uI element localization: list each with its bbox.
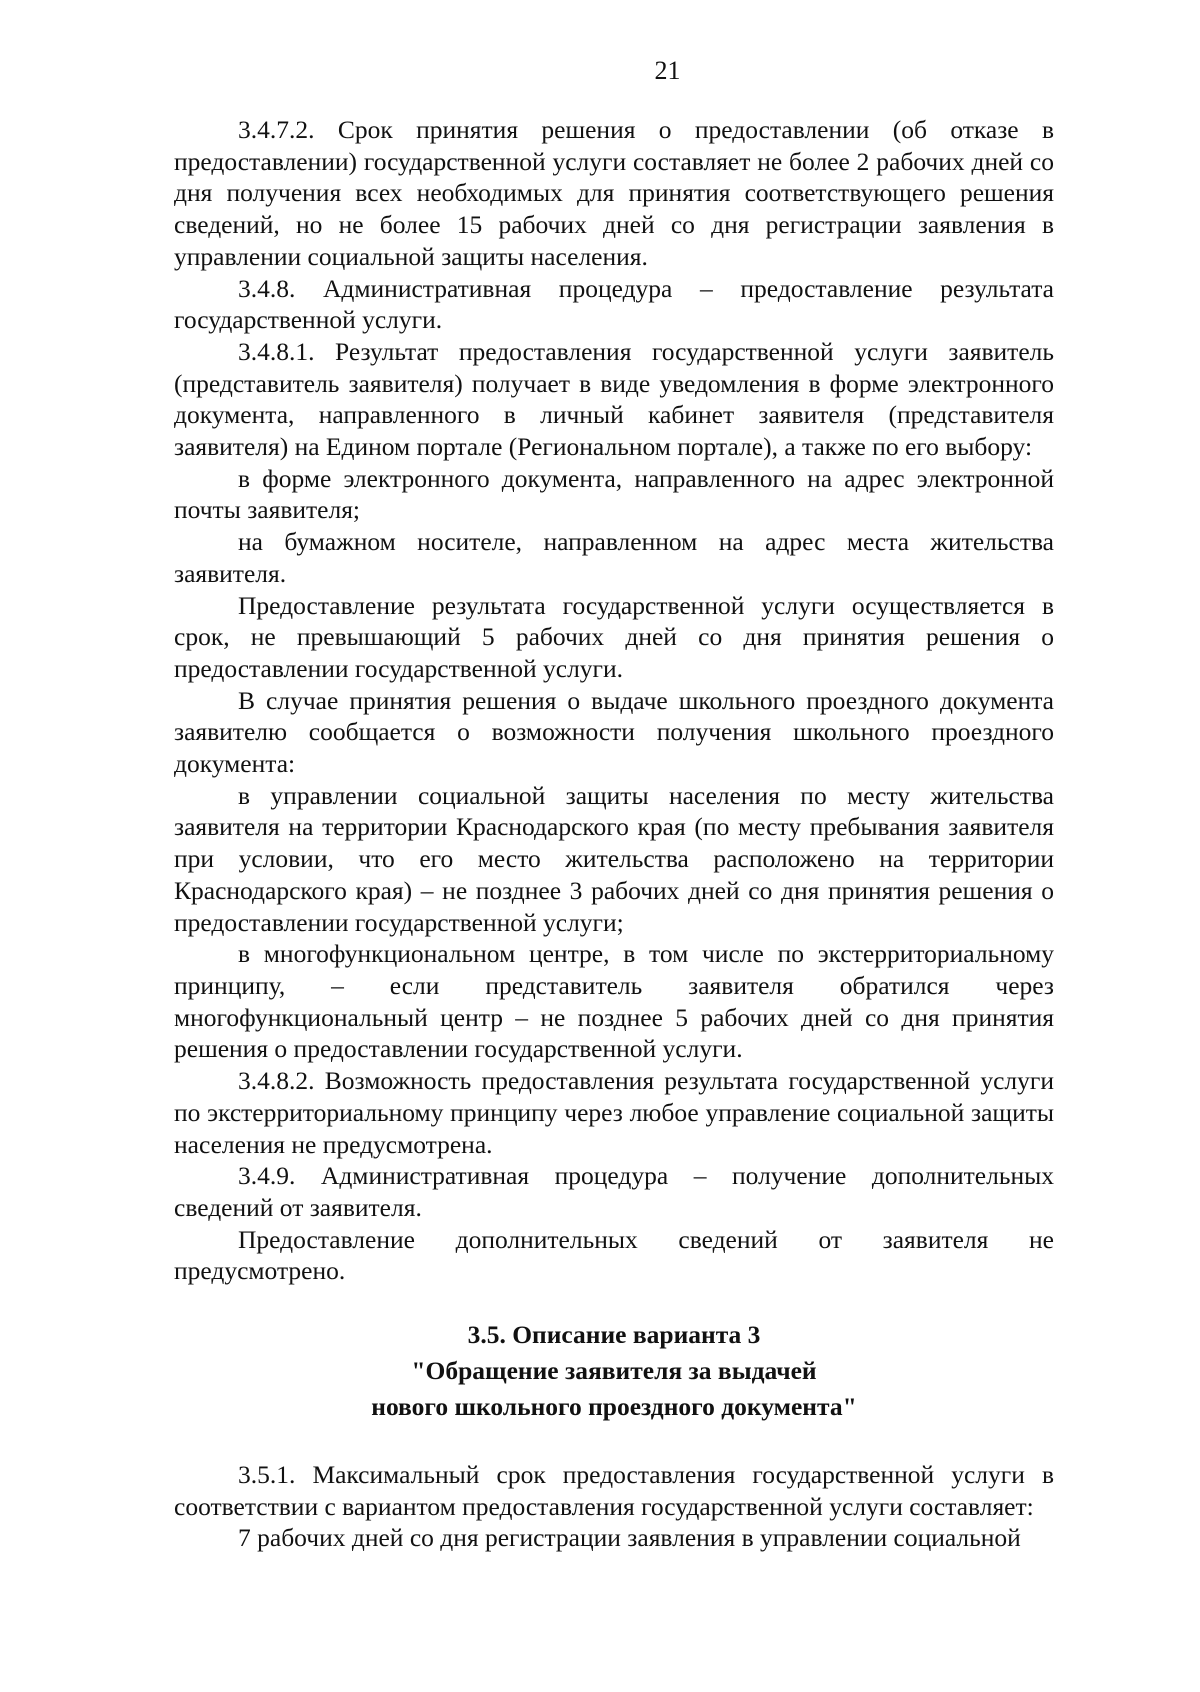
- section-heading-line-1: 3.5. Описание варианта 3: [467, 1320, 761, 1350]
- paragraph-issue-decision: В случае принятия решения о выдаче школьного проездного документа заявителю сообщается о возможности получения школьного проездного документа:: [174, 685, 1054, 779]
- section-heading-line-2: "Обращение заявителя за выдачей: [411, 1356, 817, 1386]
- paragraph-3-4-8: 3.4.8. Административная процедура – предоставление результата государственной услуги.: [174, 273, 1054, 335]
- paragraph-additional-info: Предоставление дополнительных сведений от заявителя не предусмотрено.: [174, 1224, 1054, 1286]
- paragraph-3-4-8-1: 3.4.8.1. Результат предоставления государственной услуги заявитель (представитель заявителя) получает в виде уведомления в форме электронного документа, направленного в личный кабинет заявителя (представителя заявителя) на Едином портале (Региональном портале), а также по его выбору:: [174, 336, 1054, 462]
- paragraph-multifunctional-center: в многофункциональном центре, в том числе по экстерриториальному принципу, – если представитель заявителя обратился через многофункциональный центр – не позднее 5 рабочих дней со дня принятия решения о предоставлении государственной услуги.: [174, 939, 1054, 1064]
- page-number: 21: [654, 56, 681, 85]
- paragraph-seven-days: 7 рабочих дней со дня регистрации заявления в управлении социальной: [238, 1523, 1021, 1553]
- section-heading-line-3: нового школьного проездного документа": [371, 1392, 857, 1422]
- paragraph-3-4-8-2: 3.4.8.2. Возможность предоставления результата государственной услуги по экстерриториальному принципу через любое управление социальной защиты населения не предусмотрена.: [174, 1066, 1054, 1159]
- paragraph-paper-option: на бумажном носителе, направленном на адрес места жительства заявителя.: [174, 527, 1054, 588]
- document-body: [174, 114, 1054, 1554]
- paragraph-3-4-9: 3.4.9. Административная процедура – получение дополнительных сведений от заявителя.: [174, 1161, 1054, 1222]
- paragraph-3-4-7-2: 3.4.7.2. Срок принятия решения о предоставлении (об отказе в предоставлении) государственной услуги составляет не более 2 рабочих дней со дня получения всех необходимых для принятия соответствующего решения сведений, но не более 15 рабочих дней со дня регистрации заявления в управлении социальной защиты населения.: [174, 115, 1054, 271]
- paragraph-result-deadline: Предоставление результата государственной услуги осуществляется в срок, не превышающий 5 рабочих дней со дня принятия решения о предоставлении государственной услуги.: [174, 590, 1054, 683]
- section-heading: [174, 1317, 1054, 1425]
- paragraph-social-protection-office: в управлении социальной защиты населения по месту жительства заявителя на территории Краснодарского края (по месту пребывания заявителя при условии, что его место жительства расположено на территории Краснодарского края) – не позднее 3 рабочих дней со дня принятия решения о предоставлении государственной услуги;: [174, 780, 1054, 937]
- paragraph-email-option: в форме электронного документа, направленного на адрес электронной почты заявителя;: [174, 463, 1054, 525]
- paragraph-3-5-1: 3.5.1. Максимальный срок предоставления государственной услуги в соответствии с вариантом предоставления государственной услуги составляет:: [174, 1460, 1054, 1521]
